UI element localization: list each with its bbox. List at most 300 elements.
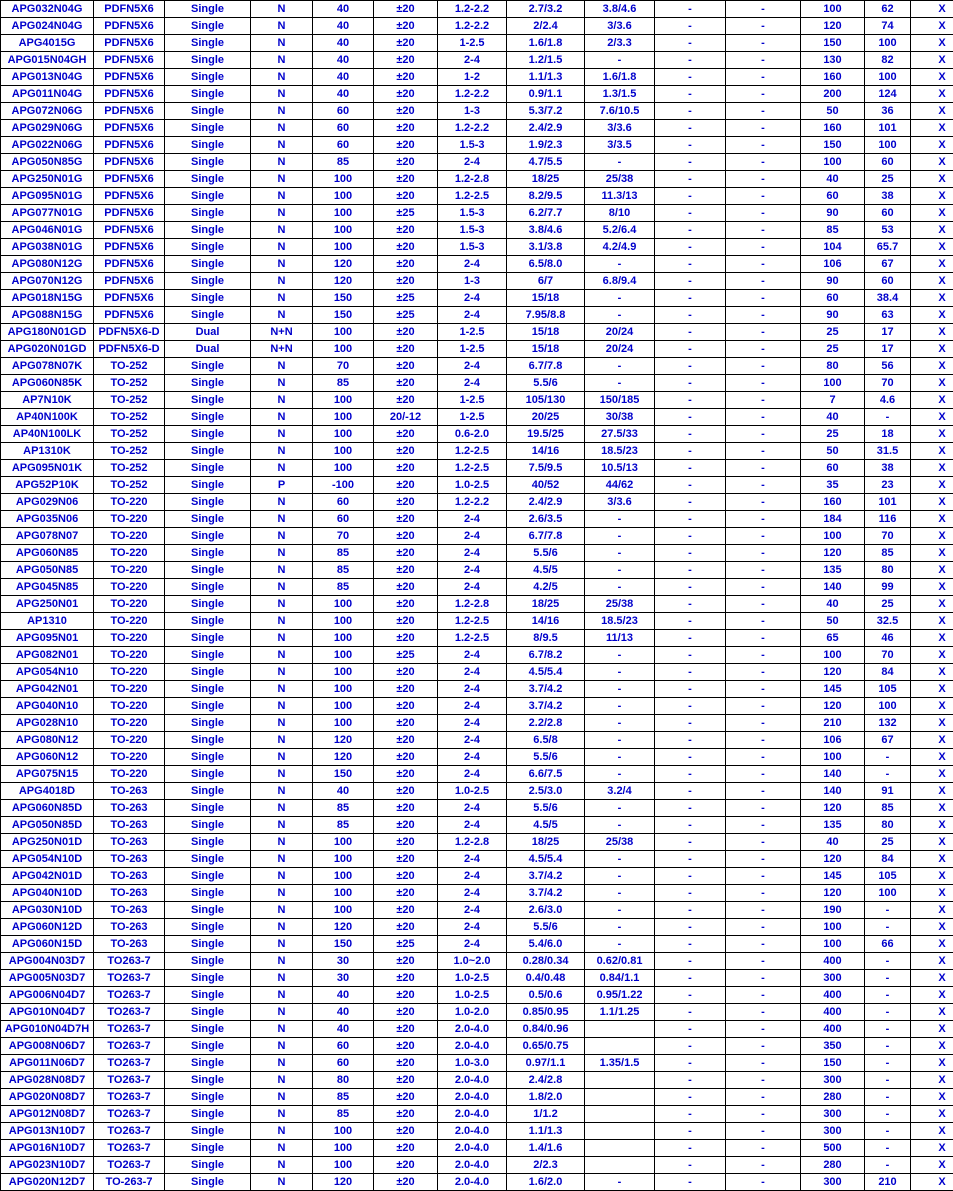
- cell-vgs: ±20: [374, 1123, 438, 1140]
- cell-package: TO-263: [94, 783, 165, 800]
- cell-package: PDFN5X6-D: [94, 324, 165, 341]
- cell-polarity: N: [251, 970, 313, 987]
- cell-col-13: 36: [865, 103, 911, 120]
- cell-col-13: 18: [865, 426, 911, 443]
- cell-vth: 1.0-2.5: [438, 987, 507, 1004]
- table-row: [1, 103, 953, 120]
- cell-col-13: 84: [865, 664, 911, 681]
- cell-package: TO263-7: [94, 1055, 165, 1072]
- cell-id: 25: [801, 324, 865, 341]
- cell-rds-on-4v5: -: [585, 919, 655, 936]
- cell-rds-on-4v5: 30/38: [585, 409, 655, 426]
- cell-part-number: APG008N06D7: [1, 1038, 94, 1055]
- cell-vth: 2-4: [438, 851, 507, 868]
- cell-col-14: X: [911, 545, 953, 562]
- cell-package: TO263-7: [94, 1157, 165, 1174]
- table-row: [1, 613, 953, 630]
- cell-id: 190: [801, 902, 865, 919]
- cell-col-10: -: [655, 613, 726, 630]
- cell-rds-on-10v: 19.5/25: [507, 426, 585, 443]
- cell-rds-on-4v5: 2/3.3: [585, 35, 655, 52]
- cell-col-13: 67: [865, 256, 911, 273]
- cell-polarity: N: [251, 698, 313, 715]
- table-row: [1, 749, 953, 766]
- cell-col-13: 85: [865, 800, 911, 817]
- cell-vds: 70: [313, 358, 374, 375]
- cell-configuration: Single: [165, 562, 251, 579]
- cell-col-11: -: [726, 409, 801, 426]
- cell-id: 120: [801, 851, 865, 868]
- cell-id: 135: [801, 817, 865, 834]
- cell-package: PDFN5X6: [94, 1, 165, 18]
- cell-rds-on-10v: 0.9/1.1: [507, 86, 585, 103]
- cell-col-10: -: [655, 1021, 726, 1038]
- cell-rds-on-10v: 3.7/4.2: [507, 698, 585, 715]
- cell-polarity: N: [251, 749, 313, 766]
- table-body: [1, 1, 953, 1191]
- cell-id: 25: [801, 341, 865, 358]
- cell-id: 160: [801, 120, 865, 137]
- cell-col-14: X: [911, 273, 953, 290]
- cell-col-13: -: [865, 1140, 911, 1157]
- cell-rds-on-4v5: 1.35/1.5: [585, 1055, 655, 1072]
- cell-vds: 100: [313, 647, 374, 664]
- cell-vgs: ±20: [374, 35, 438, 52]
- cell-col-11: -: [726, 511, 801, 528]
- cell-vds: 100: [313, 834, 374, 851]
- cell-col-14: X: [911, 919, 953, 936]
- cell-id: 85: [801, 222, 865, 239]
- cell-part-number: APG029N06: [1, 494, 94, 511]
- cell-part-number: APG072N06G: [1, 103, 94, 120]
- cell-col-10: -: [655, 35, 726, 52]
- cell-rds-on-10v: 4.5/5.4: [507, 664, 585, 681]
- cell-col-11: -: [726, 987, 801, 1004]
- cell-configuration: Single: [165, 69, 251, 86]
- cell-col-14: X: [911, 664, 953, 681]
- cell-col-11: -: [726, 868, 801, 885]
- cell-col-10: -: [655, 18, 726, 35]
- cell-rds-on-4v5: -: [585, 52, 655, 69]
- cell-vgs: ±20: [374, 1140, 438, 1157]
- cell-vgs: ±20: [374, 970, 438, 987]
- table-row: [1, 290, 953, 307]
- cell-col-10: -: [655, 698, 726, 715]
- cell-rds-on-4v5: 150/185: [585, 392, 655, 409]
- cell-rds-on-4v5: 3.2/4: [585, 783, 655, 800]
- cell-col-13: 25: [865, 596, 911, 613]
- table-row: [1, 1140, 953, 1157]
- cell-vth: 1.2-2.2: [438, 18, 507, 35]
- cell-rds-on-10v: 4.2/5: [507, 579, 585, 596]
- cell-configuration: Single: [165, 919, 251, 936]
- cell-rds-on-4v5: -: [585, 154, 655, 171]
- cell-col-10: -: [655, 919, 726, 936]
- cell-vth: 2-4: [438, 681, 507, 698]
- cell-rds-on-4v5: -: [585, 902, 655, 919]
- cell-rds-on-4v5: -: [585, 647, 655, 664]
- cell-part-number: AP40N100K: [1, 409, 94, 426]
- cell-rds-on-4v5: 25/38: [585, 834, 655, 851]
- cell-part-number: APG013N10D7: [1, 1123, 94, 1140]
- cell-configuration: Single: [165, 953, 251, 970]
- cell-id: 60: [801, 188, 865, 205]
- cell-col-10: -: [655, 1157, 726, 1174]
- cell-col-10: -: [655, 715, 726, 732]
- cell-vth: 1.2-2.8: [438, 596, 507, 613]
- cell-rds-on-10v: 3.7/4.2: [507, 681, 585, 698]
- cell-rds-on-4v5: -: [585, 358, 655, 375]
- cell-col-13: 31.5: [865, 443, 911, 460]
- cell-col-10: -: [655, 987, 726, 1004]
- cell-vth: 1-2.5: [438, 409, 507, 426]
- cell-col-14: X: [911, 834, 953, 851]
- table-row: [1, 494, 953, 511]
- cell-configuration: Single: [165, 188, 251, 205]
- cell-part-number: APG4015G: [1, 35, 94, 52]
- cell-rds-on-4v5: -: [585, 817, 655, 834]
- cell-vth: 2-4: [438, 715, 507, 732]
- cell-rds-on-4v5: -: [585, 562, 655, 579]
- cell-col-11: -: [726, 1072, 801, 1089]
- cell-part-number: APG035N06: [1, 511, 94, 528]
- table-row: [1, 1038, 953, 1055]
- cell-vth: 1.5-3: [438, 222, 507, 239]
- cell-vds: 100: [313, 630, 374, 647]
- cell-col-14: X: [911, 817, 953, 834]
- cell-vds: 100: [313, 222, 374, 239]
- cell-polarity: N: [251, 1, 313, 18]
- cell-col-14: X: [911, 766, 953, 783]
- cell-rds-on-4v5: [585, 1123, 655, 1140]
- cell-vgs: ±20: [374, 120, 438, 137]
- table-row: [1, 953, 953, 970]
- cell-polarity: N: [251, 715, 313, 732]
- cell-polarity: N: [251, 851, 313, 868]
- cell-part-number: APG013N04G: [1, 69, 94, 86]
- cell-part-number: APG022N06G: [1, 137, 94, 154]
- cell-part-number: APG046N01G: [1, 222, 94, 239]
- cell-vth: 2-4: [438, 579, 507, 596]
- cell-vth: 2-4: [438, 358, 507, 375]
- cell-vth: 2.0-4.0: [438, 1106, 507, 1123]
- table-row: [1, 358, 953, 375]
- cell-vgs: ±20: [374, 239, 438, 256]
- cell-vds: 40: [313, 52, 374, 69]
- cell-polarity: N: [251, 18, 313, 35]
- cell-col-14: X: [911, 35, 953, 52]
- cell-col-13: -: [865, 902, 911, 919]
- cell-package: TO-263: [94, 919, 165, 936]
- cell-rds-on-10v: 0.85/0.95: [507, 1004, 585, 1021]
- cell-rds-on-4v5: -: [585, 664, 655, 681]
- cell-col-11: -: [726, 817, 801, 834]
- table-row: [1, 1174, 953, 1191]
- cell-col-14: X: [911, 358, 953, 375]
- cell-col-13: 70: [865, 528, 911, 545]
- cell-vgs: ±20: [374, 375, 438, 392]
- cell-col-14: X: [911, 86, 953, 103]
- cell-vth: 2.0-4.0: [438, 1072, 507, 1089]
- cell-rds-on-4v5: -: [585, 851, 655, 868]
- table-row: [1, 868, 953, 885]
- cell-col-13: 70: [865, 375, 911, 392]
- table-row: [1, 1089, 953, 1106]
- cell-vgs: ±20: [374, 1072, 438, 1089]
- cell-col-14: X: [911, 137, 953, 154]
- cell-rds-on-10v: 2.6/3.0: [507, 902, 585, 919]
- cell-rds-on-10v: 105/130: [507, 392, 585, 409]
- cell-vth: 1-3: [438, 273, 507, 290]
- cell-col-11: -: [726, 970, 801, 987]
- cell-vth: 2-4: [438, 800, 507, 817]
- cell-rds-on-4v5: 4.2/4.9: [585, 239, 655, 256]
- cell-vgs: ±20: [374, 596, 438, 613]
- cell-configuration: Single: [165, 307, 251, 324]
- cell-part-number: APG011N04G: [1, 86, 94, 103]
- cell-vds: 150: [313, 307, 374, 324]
- table-row: [1, 834, 953, 851]
- cell-rds-on-4v5: 44/62: [585, 477, 655, 494]
- cell-vds: 40: [313, 1004, 374, 1021]
- cell-vth: 1.2-2.2: [438, 86, 507, 103]
- cell-vds: 60: [313, 137, 374, 154]
- cell-vth: 2-4: [438, 885, 507, 902]
- cell-col-14: X: [911, 1004, 953, 1021]
- cell-col-10: -: [655, 936, 726, 953]
- cell-rds-on-10v: 7.5/9.5: [507, 460, 585, 477]
- cell-col-14: X: [911, 800, 953, 817]
- cell-polarity: N: [251, 1106, 313, 1123]
- cell-col-10: -: [655, 953, 726, 970]
- cell-col-10: -: [655, 69, 726, 86]
- cell-col-13: 32.5: [865, 613, 911, 630]
- cell-part-number: APG004N03D7: [1, 953, 94, 970]
- cell-col-14: X: [911, 103, 953, 120]
- cell-vgs: ±20: [374, 579, 438, 596]
- cell-rds-on-10v: 3.7/4.2: [507, 885, 585, 902]
- cell-col-10: -: [655, 137, 726, 154]
- cell-col-11: -: [726, 885, 801, 902]
- cell-col-13: 80: [865, 817, 911, 834]
- table-row: [1, 1123, 953, 1140]
- table-row: [1, 324, 953, 341]
- cell-package: TO-220: [94, 766, 165, 783]
- cell-part-number: APG060N12D: [1, 919, 94, 936]
- cell-col-10: -: [655, 1038, 726, 1055]
- cell-part-number: APG010N04D7H: [1, 1021, 94, 1038]
- cell-configuration: Single: [165, 1174, 251, 1191]
- cell-vds: 100: [313, 392, 374, 409]
- cell-configuration: Dual: [165, 341, 251, 358]
- cell-id: 500: [801, 1140, 865, 1157]
- cell-col-11: -: [726, 1038, 801, 1055]
- cell-part-number: AP7N10K: [1, 392, 94, 409]
- cell-vgs: ±20: [374, 834, 438, 851]
- cell-col-11: -: [726, 154, 801, 171]
- table-row: [1, 205, 953, 222]
- cell-id: 100: [801, 1, 865, 18]
- table-row: [1, 35, 953, 52]
- cell-configuration: Dual: [165, 324, 251, 341]
- cell-rds-on-10v: 1.1/1.3: [507, 69, 585, 86]
- cell-col-11: -: [726, 800, 801, 817]
- cell-vth: 1.2-2.2: [438, 120, 507, 137]
- cell-vgs: ±20: [374, 783, 438, 800]
- cell-polarity: N: [251, 256, 313, 273]
- cell-vgs: ±20: [374, 1021, 438, 1038]
- cell-col-14: X: [911, 460, 953, 477]
- cell-col-14: X: [911, 1174, 953, 1191]
- cell-vds: 60: [313, 1055, 374, 1072]
- cell-id: 300: [801, 1174, 865, 1191]
- cell-vds: 40: [313, 35, 374, 52]
- cell-vds: 100: [313, 902, 374, 919]
- cell-part-number: APG028N10: [1, 715, 94, 732]
- cell-col-14: X: [911, 69, 953, 86]
- cell-col-13: 132: [865, 715, 911, 732]
- cell-col-10: -: [655, 1123, 726, 1140]
- cell-col-11: -: [726, 1106, 801, 1123]
- cell-col-11: -: [726, 86, 801, 103]
- cell-part-number: APG010N04D7: [1, 1004, 94, 1021]
- cell-rds-on-10v: 0.84/0.96: [507, 1021, 585, 1038]
- table-row: [1, 647, 953, 664]
- cell-vth: 2-4: [438, 528, 507, 545]
- cell-package: PDFN5X6: [94, 103, 165, 120]
- cell-col-13: 60: [865, 273, 911, 290]
- cell-rds-on-4v5: -: [585, 749, 655, 766]
- cell-vgs: ±25: [374, 647, 438, 664]
- cell-configuration: Single: [165, 613, 251, 630]
- cell-configuration: Single: [165, 392, 251, 409]
- cell-configuration: Single: [165, 426, 251, 443]
- cell-package: PDFN5X6: [94, 188, 165, 205]
- cell-id: 210: [801, 715, 865, 732]
- table-row: [1, 239, 953, 256]
- cell-configuration: Single: [165, 630, 251, 647]
- cell-configuration: Single: [165, 375, 251, 392]
- cell-polarity: N: [251, 1140, 313, 1157]
- cell-polarity: N: [251, 375, 313, 392]
- cell-col-14: X: [911, 1072, 953, 1089]
- table-row: [1, 409, 953, 426]
- cell-rds-on-10v: 15/18: [507, 290, 585, 307]
- cell-vds: 30: [313, 953, 374, 970]
- cell-part-number: APG050N85: [1, 562, 94, 579]
- cell-col-10: -: [655, 596, 726, 613]
- cell-configuration: Single: [165, 1089, 251, 1106]
- cell-package: TO-263: [94, 834, 165, 851]
- cell-rds-on-4v5: -: [585, 698, 655, 715]
- cell-id: 120: [801, 18, 865, 35]
- cell-col-13: 60: [865, 154, 911, 171]
- cell-rds-on-10v: 1.6/2.0: [507, 1174, 585, 1191]
- cell-polarity: N: [251, 885, 313, 902]
- cell-vth: 2-4: [438, 52, 507, 69]
- cell-col-14: X: [911, 698, 953, 715]
- cell-vth: 2.0-4.0: [438, 1038, 507, 1055]
- cell-part-number: APG4018D: [1, 783, 94, 800]
- cell-polarity: N: [251, 290, 313, 307]
- cell-vth: 1-2.5: [438, 341, 507, 358]
- table-row: [1, 766, 953, 783]
- cell-col-11: -: [726, 324, 801, 341]
- cell-id: 50: [801, 103, 865, 120]
- cell-polarity: N: [251, 783, 313, 800]
- cell-id: 145: [801, 868, 865, 885]
- cell-vds: 100: [313, 188, 374, 205]
- table-row: [1, 800, 953, 817]
- cell-rds-on-4v5: [585, 1021, 655, 1038]
- cell-package: TO-252: [94, 460, 165, 477]
- cell-col-10: -: [655, 324, 726, 341]
- cell-col-14: X: [911, 715, 953, 732]
- cell-package: TO-252: [94, 392, 165, 409]
- cell-vgs: ±20: [374, 630, 438, 647]
- cell-vth: 2-4: [438, 290, 507, 307]
- cell-col-13: 70: [865, 647, 911, 664]
- cell-col-10: -: [655, 732, 726, 749]
- cell-col-11: -: [726, 477, 801, 494]
- cell-vgs: ±20: [374, 732, 438, 749]
- cell-part-number: APG016N10D7: [1, 1140, 94, 1157]
- cell-configuration: Single: [165, 154, 251, 171]
- cell-col-10: -: [655, 1055, 726, 1072]
- cell-vth: 1.2-2.8: [438, 171, 507, 188]
- table-row: [1, 1004, 953, 1021]
- cell-col-11: -: [726, 647, 801, 664]
- cell-package: TO-220: [94, 732, 165, 749]
- cell-rds-on-4v5: -: [585, 681, 655, 698]
- cell-col-11: -: [726, 528, 801, 545]
- cell-rds-on-4v5: 20/24: [585, 324, 655, 341]
- table-row: [1, 1157, 953, 1174]
- cell-col-11: -: [726, 222, 801, 239]
- cell-rds-on-10v: 18/25: [507, 171, 585, 188]
- cell-vgs: ±20: [374, 1, 438, 18]
- cell-rds-on-10v: 6.7/7.8: [507, 528, 585, 545]
- cell-col-10: -: [655, 188, 726, 205]
- cell-part-number: APG020N01GD: [1, 341, 94, 358]
- cell-rds-on-4v5: [585, 1106, 655, 1123]
- cell-col-13: 100: [865, 35, 911, 52]
- cell-id: 150: [801, 35, 865, 52]
- cell-vds: 100: [313, 1123, 374, 1140]
- table-row: [1, 154, 953, 171]
- cell-configuration: Single: [165, 1038, 251, 1055]
- cell-part-number: APG032N04G: [1, 1, 94, 18]
- cell-vds: 40: [313, 86, 374, 103]
- cell-col-11: -: [726, 1157, 801, 1174]
- cell-configuration: Single: [165, 35, 251, 52]
- cell-rds-on-10v: 20/25: [507, 409, 585, 426]
- cell-part-number: APG011N06D7: [1, 1055, 94, 1072]
- cell-part-number: APG042N01: [1, 681, 94, 698]
- cell-rds-on-10v: 15/18: [507, 324, 585, 341]
- cell-rds-on-10v: 0.65/0.75: [507, 1038, 585, 1055]
- cell-polarity: N: [251, 358, 313, 375]
- cell-id: 150: [801, 1055, 865, 1072]
- cell-id: 120: [801, 545, 865, 562]
- cell-configuration: Single: [165, 749, 251, 766]
- cell-col-13: -: [865, 409, 911, 426]
- cell-vth: 1.0-2.5: [438, 783, 507, 800]
- cell-rds-on-4v5: 11.3/13: [585, 188, 655, 205]
- cell-col-13: 105: [865, 681, 911, 698]
- cell-rds-on-10v: 1.6/1.8: [507, 35, 585, 52]
- cell-configuration: Single: [165, 137, 251, 154]
